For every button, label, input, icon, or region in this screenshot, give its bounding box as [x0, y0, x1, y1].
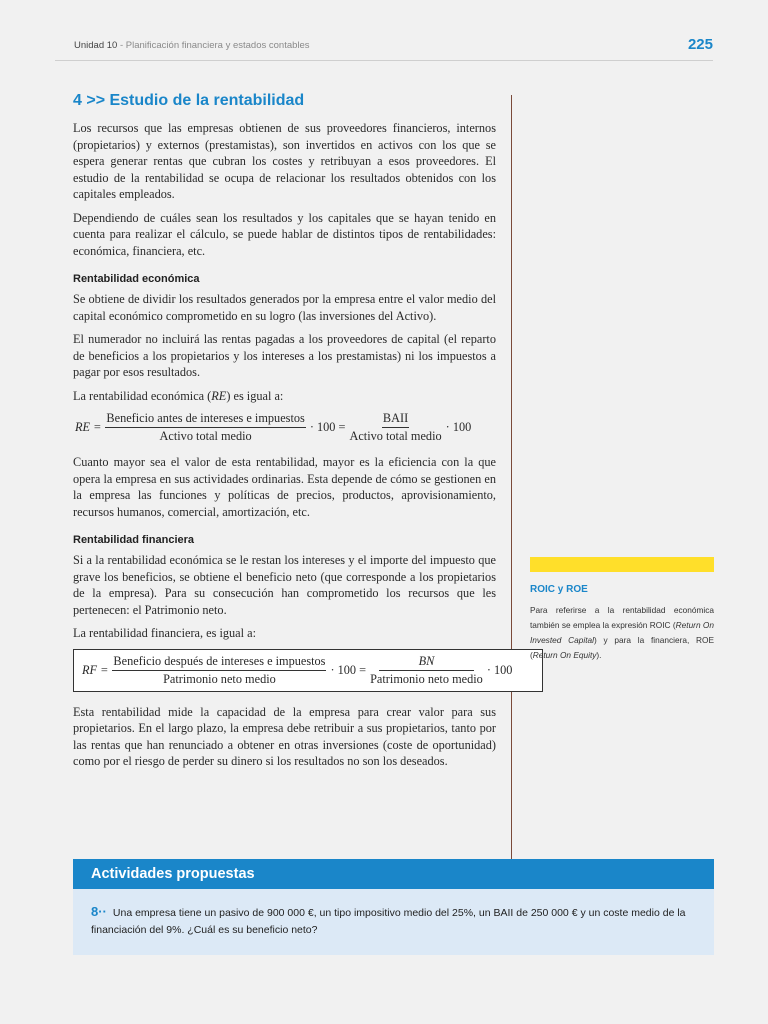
running-head-separator: -: [117, 40, 126, 51]
activity-item: [73, 889, 714, 955]
column-divider: [511, 95, 512, 860]
fraction: [370, 654, 483, 687]
sidebar-title: ROIC y ROE: [530, 584, 588, 595]
formula-operator: · 100 =: [309, 420, 346, 434]
formula-intro: La rentabilidad financiera, es igual a:: [73, 626, 257, 640]
running-head: [74, 40, 310, 51]
page-header: [55, 36, 713, 61]
sidebar-term: Return On Invested Capital: [530, 620, 714, 645]
activity-number: 8··: [91, 904, 107, 919]
subheading-economic: Rentabilidad económica: [73, 273, 200, 285]
section-title: 4 >> Estudio de la rentabilidad: [73, 92, 305, 109]
sidebar-highlight-bar: [530, 557, 714, 572]
activity-text: Una empresa tiene un pasivo de 900 000 €, un tipo impositivo medio del 25%, un BAII de 250 000 € y un coste medio de la financiación del 9%. ¿Cuál es su beneficio neto?: [91, 907, 686, 936]
sidebar-text: [530, 603, 714, 663]
formula-economic: [73, 411, 496, 444]
formula-operator: · 100: [445, 420, 472, 434]
formula-financial: [73, 649, 543, 692]
chapter-subtitle: Planificación financiera y estados contables: [125, 40, 310, 51]
formula-intro-text: La rentabilidad económica (: [73, 388, 212, 403]
sidebar-text-part: Para referirse a la rentabilidad económica también se emplea la expresión ROIC (: [530, 605, 714, 630]
fraction: [349, 411, 441, 444]
numerator: Beneficio después de intereses e impuestos: [112, 654, 326, 671]
main-column: [73, 92, 513, 777]
sidebar-text-part: ) y para la financiera, ROE (: [530, 635, 714, 660]
subheading-financial: Rentabilidad financiera: [73, 534, 195, 546]
formula-lhs: RE =: [75, 420, 102, 434]
paragraph: Si a la rentabilidad económica se le restan los intereses y el importe del impuesto que grave los beneficios, se obtiene el beneficio neto (que corresponde a los propietarios de la empresa). Para su consecución han comprometido los recursos que les pertenecen: el Patrimonio neto.: [73, 553, 496, 617]
sidebar-text-part: ).: [596, 650, 602, 660]
formula-intro-text: ) es igual a:: [226, 388, 284, 403]
paragraph: El numerador no incluirá las rentas pagadas a los proveedores de capital (el reparto de beneficios a los propietarios y los intereses a los prestamistas) ni los impuestos a pagar por esos resultados.: [73, 332, 496, 379]
page-number: 225: [687, 36, 713, 53]
paragraph: Se obtiene de dividir los resultados generados por la empresa entre el valor medio del capital económico comprometido en su logro (las inversiones del Activo).: [73, 292, 496, 323]
fraction: [112, 654, 326, 687]
numerator: BAII: [382, 411, 409, 428]
denominator: Activo total medio: [159, 429, 252, 443]
denominator: Patrimonio neto medio: [370, 671, 483, 686]
denominator: Activo total medio: [349, 429, 442, 443]
numerator: BN: [379, 654, 475, 671]
formula-operator: · 100: [486, 662, 513, 677]
numerator: Beneficio antes de intereses e impuestos: [105, 411, 305, 428]
paragraph: Cuanto mayor sea el valor de esta rentabilidad, mayor es la eficiencia con la que opera la empresa en sus actividades ordinarias. Esta depende de cómo se gestionen en la empresa las funciones y políticas de precios, productos, aprovisionamiento, recursos humanos, comercial, amortización, etc.: [73, 455, 496, 519]
denominator: Patrimonio neto medio: [163, 671, 276, 686]
activities-box: [73, 859, 714, 955]
formula-operator: · 100 =: [330, 662, 367, 677]
formula-intro: [73, 388, 496, 405]
sidebar-term: Return On Equity: [532, 650, 597, 660]
paragraph: Dependiendo de cuáles sean los resultados y los capitales que se hayan tenido en cuenta para realizar el cálculo, se puede hablar de distintos tipos de rentabilidades: económica, financiera, etc.: [73, 210, 496, 258]
fraction: [105, 411, 305, 444]
unit-label: Unidad 10: [74, 40, 118, 51]
paragraph: Esta rentabilidad mide la capacidad de la empresa para crear valor para sus propietarios. En el largo plazo, la empresa debe retribuir a sus propietarios, tanto por las rentas que han renunciado a obtener en otras inversiones (coste de oportunidad) como por el riesgo de perder su dinero si los resultados no son los deseados.: [73, 704, 496, 768]
paragraph: Los recursos que las empresas obtienen de sus proveedores financieros, internos (propietarios) y externos (prestamistas), son invertidos en activos con los que se espera generar rentas que cubran los costes y retribuyan a esos proveedores. El estudio de la rentabilidad se ocupa de relacionar los resultados obtenidos con los capitales empleados.: [73, 121, 496, 201]
sidebar-note: [530, 557, 714, 670]
activities-title: Actividades propuestas: [73, 859, 714, 889]
formula-abbr: RE: [211, 388, 227, 403]
formula-lhs: RF =: [82, 662, 109, 677]
